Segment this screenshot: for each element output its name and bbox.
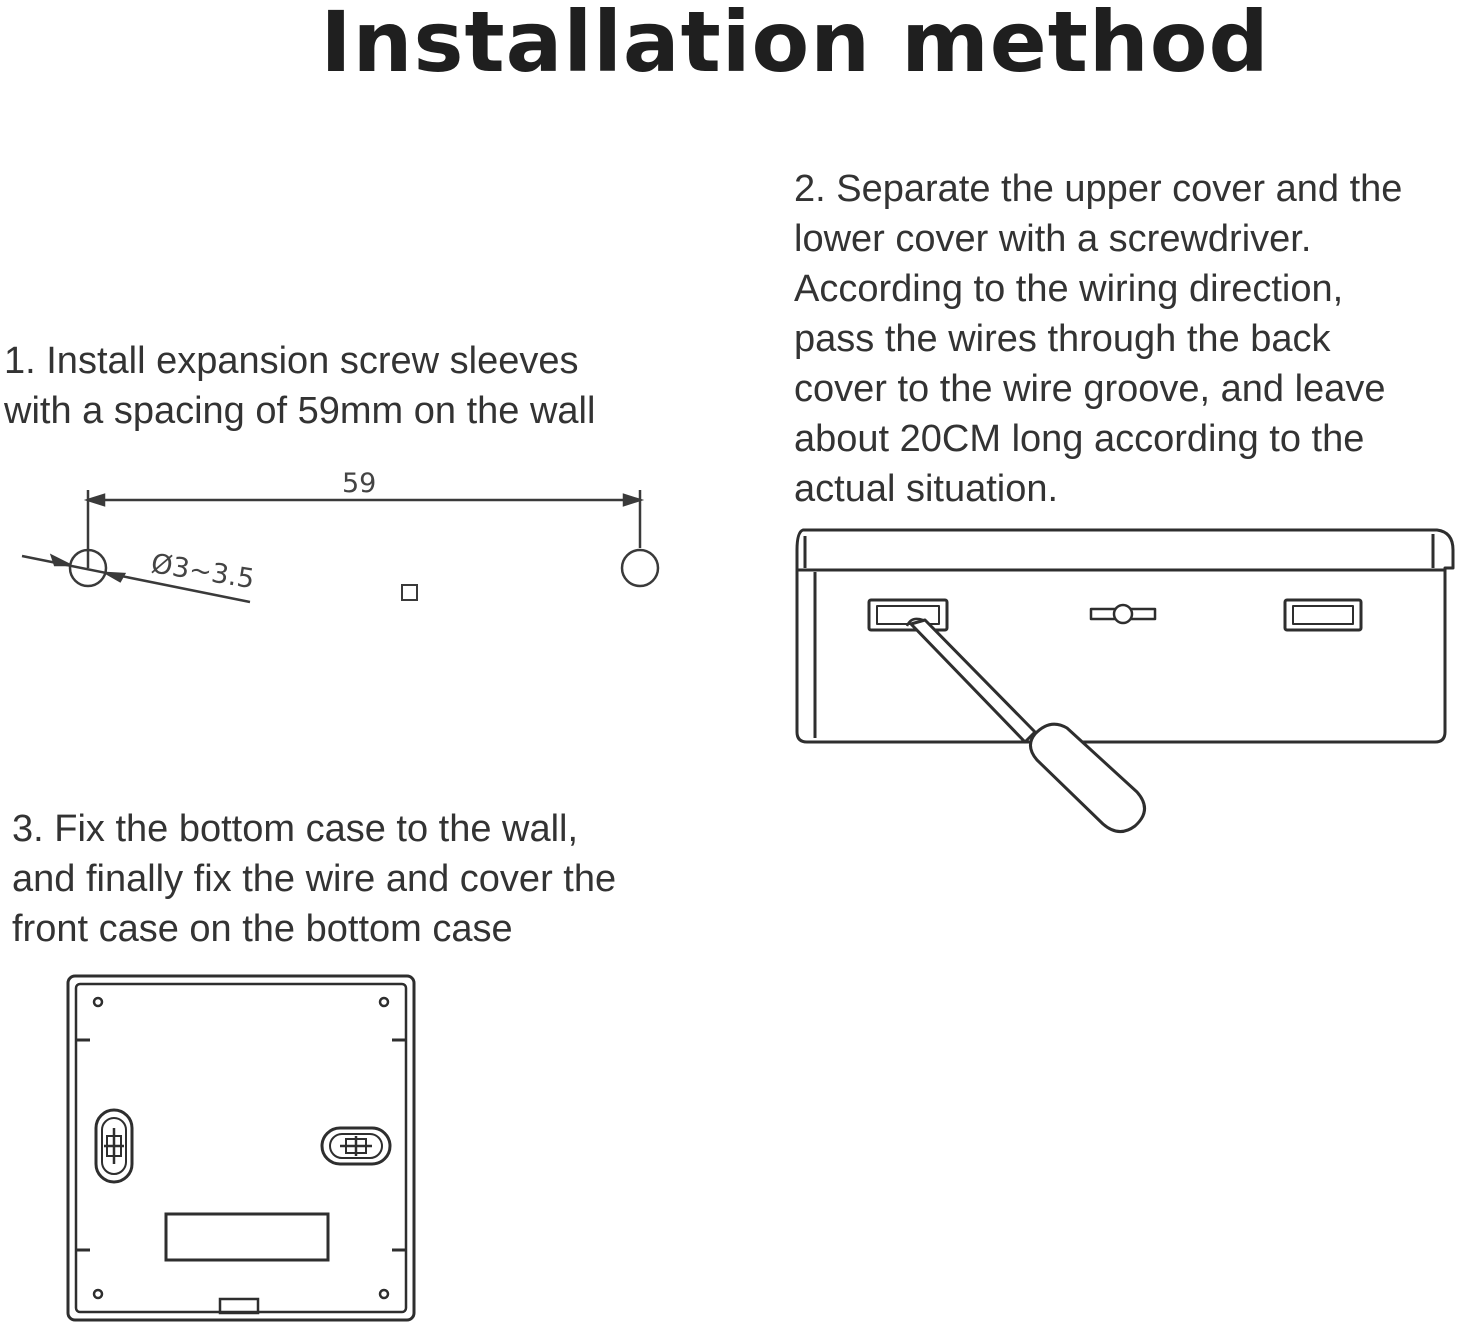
step3-line: front case on the bottom case: [12, 908, 513, 950]
step3-line: 3. Fix the bottom case to the wall,: [12, 808, 579, 850]
step2-line: 2. Separate the upper cover and the: [794, 168, 1403, 210]
step2-line: cover to the wire groove, and leave: [794, 368, 1386, 410]
right-latch-slot: [1285, 600, 1361, 630]
bottom-case-outer: [68, 976, 414, 1320]
cover-separation-diagram: [785, 520, 1460, 850]
corner-hole-top-left: [94, 998, 102, 1006]
screw-spacing-diagram: [0, 460, 700, 630]
left-latch-slot-inner: [877, 606, 939, 624]
device-body-outline: [797, 530, 1453, 742]
arrow-right-icon: [624, 495, 640, 505]
step1-instructions: [4, 336, 595, 436]
arrow-left-icon: [88, 495, 104, 505]
step2-line: pass the wires through the back: [794, 318, 1331, 360]
screwdriver-shaft: [911, 620, 1035, 742]
step1-line: 1. Install expansion screw sleeves: [4, 340, 579, 382]
step2-line: about 20CM long according to the: [794, 418, 1365, 460]
step2-line: lower cover with a screwdriver.: [794, 218, 1312, 260]
step3-instructions: [12, 804, 616, 954]
hole-diameter-label: Ø3~3.5: [148, 548, 257, 596]
keyhole-center: [1114, 605, 1132, 623]
right-latch-slot-inner: [1293, 606, 1353, 624]
leader-arrow-icon: [52, 556, 70, 565]
leader-arrow-icon: [106, 573, 124, 581]
corner-hole-bottom-left: [94, 1290, 102, 1298]
bottom-case-diagram: [60, 968, 425, 1326]
step1-line: with a spacing of 59mm on the wall: [4, 390, 596, 432]
right-screw-hole: [622, 550, 658, 586]
center-mark: [402, 585, 417, 600]
page-title: Installation method: [320, 0, 1270, 91]
step3-line: and finally fix the wire and cover the: [12, 858, 617, 900]
step2-line: According to the wiring direction,: [794, 268, 1344, 310]
step2-instructions: [794, 164, 1402, 514]
dimension-label: 59: [342, 468, 377, 499]
corner-hole-bottom-right: [380, 1290, 388, 1298]
corner-hole-top-right: [380, 998, 388, 1006]
step2-line: actual situation.: [794, 468, 1059, 510]
screwdriver-handle: [1030, 724, 1144, 831]
wire-opening: [166, 1214, 328, 1260]
